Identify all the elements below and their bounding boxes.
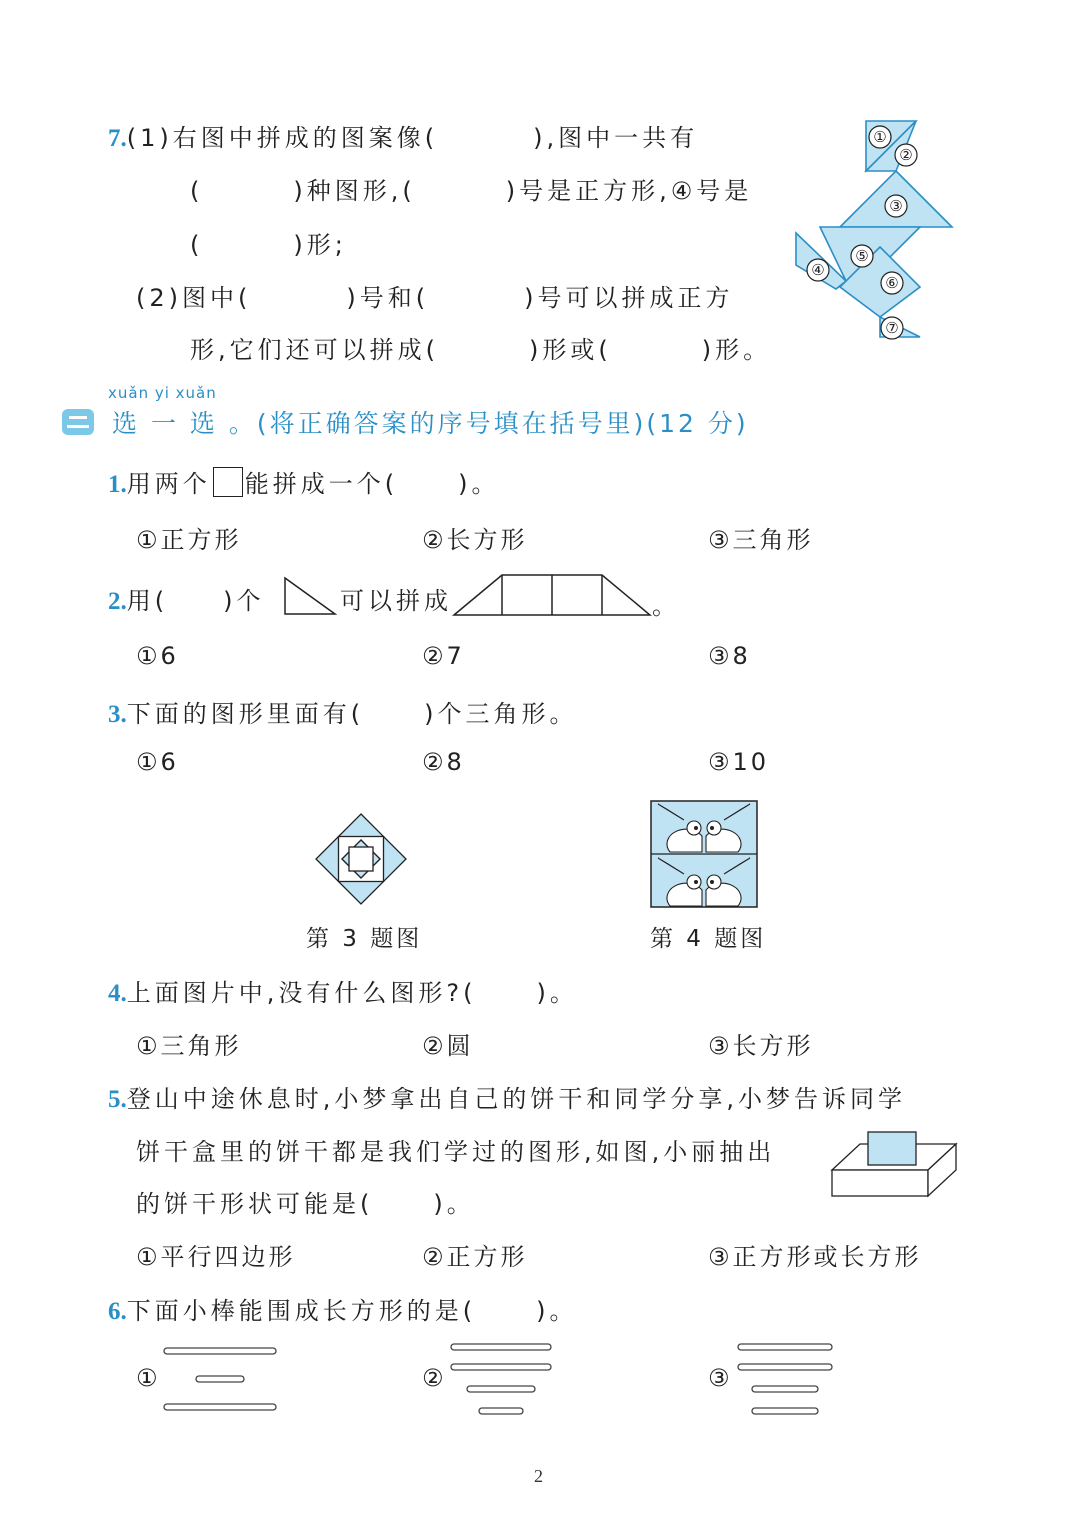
- q4-text-b: )。: [536, 979, 578, 1007]
- q1-option-2[interactable]: ②长方形: [422, 526, 528, 554]
- q2-text-c: 可以拼成: [340, 587, 452, 615]
- q5-option-2[interactable]: ②正方形: [422, 1243, 528, 1271]
- q7-text-2a: (: [190, 177, 204, 205]
- fig4-caption: 第 4 题图: [650, 926, 767, 952]
- right-triangle-shape: [283, 576, 337, 616]
- q7-line-4: [136, 278, 733, 313]
- q3-line: [108, 694, 578, 729]
- q6-sticks-2: [447, 1342, 555, 1418]
- q3-option-3[interactable]: ③10: [708, 748, 770, 776]
- section-badge: [62, 409, 94, 435]
- q6-option-3[interactable]: ③: [708, 1364, 733, 1392]
- q7-text-5a: 形,它们还可以拼成(: [190, 336, 439, 364]
- q6-option-1[interactable]: ①: [136, 1364, 161, 1392]
- q6-text-b: )。: [536, 1297, 578, 1325]
- q6-number: 6.: [108, 1298, 127, 1325]
- q2-text-a: 用(: [126, 587, 169, 615]
- q5-text-1: 登山中途休息时,小梦拿出自己的饼干和同学分享,小梦告诉同学: [126, 1085, 907, 1113]
- q2-option-1[interactable]: ①6: [136, 642, 179, 670]
- q3-option-2[interactable]: ②8: [422, 748, 465, 776]
- q1-option-1[interactable]: ①正方形: [136, 526, 242, 554]
- q2-number: 2.: [108, 588, 127, 615]
- q1-number: 1.: [108, 471, 127, 498]
- q7-text-4a: (2)图中(: [136, 284, 252, 312]
- q5-line-3: [136, 1184, 475, 1219]
- tangram-label-5: ⑤: [855, 247, 869, 265]
- biscuit-box-figure: [830, 1130, 958, 1198]
- q2-option-3[interactable]: ③8: [708, 642, 751, 670]
- small-square-shape: [213, 467, 243, 497]
- tangram-label-6: ⑥: [885, 274, 899, 292]
- q7-line-3: [190, 225, 347, 260]
- q4-text-a: 上面图片中,没有什么图形?(: [126, 979, 477, 1007]
- q4-number: 4.: [108, 980, 127, 1007]
- q3-number: 3.: [108, 701, 127, 728]
- tangram-figure: [790, 115, 960, 345]
- fig3-caption: 第 3 题图: [306, 926, 423, 952]
- q7-line-2: [190, 171, 752, 206]
- q1-text-b: 能拼成一个(: [244, 470, 399, 498]
- q7-text-4b: )号和(: [346, 284, 430, 312]
- q3-option-1[interactable]: ①6: [136, 748, 179, 776]
- q1-text-a: 用两个: [126, 470, 211, 498]
- q7-line-5: [190, 330, 771, 365]
- q7-text-3b: )形;: [293, 231, 347, 259]
- q7-text-1a: (1)右图中拼成的图案像(: [126, 124, 439, 152]
- q6-text-a: 下面小棒能围成长方形的是(: [126, 1297, 477, 1325]
- q4-line: [108, 973, 578, 1008]
- q7-text-2c: )号是正方形,④号是: [505, 177, 753, 205]
- q2-line: [108, 581, 265, 616]
- q7-text-3a: (: [190, 231, 204, 259]
- q3-text-a: 下面的图形里面有(: [126, 700, 365, 728]
- q5-text-3a: 的饼干形状可能是(: [136, 1190, 374, 1218]
- q4-option-2[interactable]: ②圆: [422, 1032, 474, 1060]
- section-pinyin: xuǎn yi xuǎn: [108, 384, 217, 402]
- q2-text-d: 。: [652, 592, 680, 620]
- q5-option-3[interactable]: ③正方形或长方形: [708, 1243, 922, 1271]
- page-number: 2: [534, 1466, 543, 1486]
- q1-option-3[interactable]: ③三角形: [708, 526, 814, 554]
- q1-line: [108, 464, 500, 499]
- q4-option-1[interactable]: ①三角形: [136, 1032, 242, 1060]
- q1-text-c: )。: [458, 470, 500, 498]
- tangram-label-7: ⑦: [885, 319, 899, 337]
- q4-figure: [650, 800, 758, 908]
- q6-sticks-3: [734, 1342, 836, 1418]
- q5-text-3b: )。: [433, 1190, 475, 1218]
- q7-text-4c: )号可以拼成正方: [524, 284, 734, 312]
- q5-line-1: [108, 1079, 906, 1114]
- q2-text-b: )个: [223, 587, 265, 615]
- q3-text-b: )个三角形。: [424, 700, 578, 728]
- q7-text-5c: )形。: [701, 336, 772, 364]
- q5-number: 5.: [108, 1086, 127, 1113]
- q7-text-2b: )种图形,(: [293, 177, 416, 205]
- tangram-label-3: ③: [889, 197, 903, 215]
- q3-figure: [314, 812, 408, 906]
- q5-text-2: 饼干盒里的饼干都是我们学过的图形,如图,小丽抽出: [136, 1138, 776, 1166]
- tangram-label-4: ④: [811, 261, 825, 279]
- q5-option-1[interactable]: ①平行四边形: [136, 1243, 296, 1271]
- q7-text-5b: )形或(: [529, 336, 612, 364]
- q6-option-2[interactable]: ②: [422, 1364, 447, 1392]
- section-title: 选 一 选 。(将正确答案的序号填在括号里)(12 分): [112, 409, 749, 438]
- q4-option-3[interactable]: ③长方形: [708, 1032, 814, 1060]
- q6-line: [108, 1291, 578, 1326]
- tangram-label-1: ①: [873, 128, 887, 146]
- q7-line-1: [108, 118, 698, 153]
- tangram-label-2: ②: [899, 146, 913, 164]
- q6-sticks-1: [162, 1344, 280, 1416]
- q7-number: 7.: [108, 125, 127, 152]
- q7-text-1b: ),图中一共有: [533, 124, 699, 152]
- trapezoid-shape: [452, 573, 652, 617]
- q2-option-2[interactable]: ②7: [422, 642, 465, 670]
